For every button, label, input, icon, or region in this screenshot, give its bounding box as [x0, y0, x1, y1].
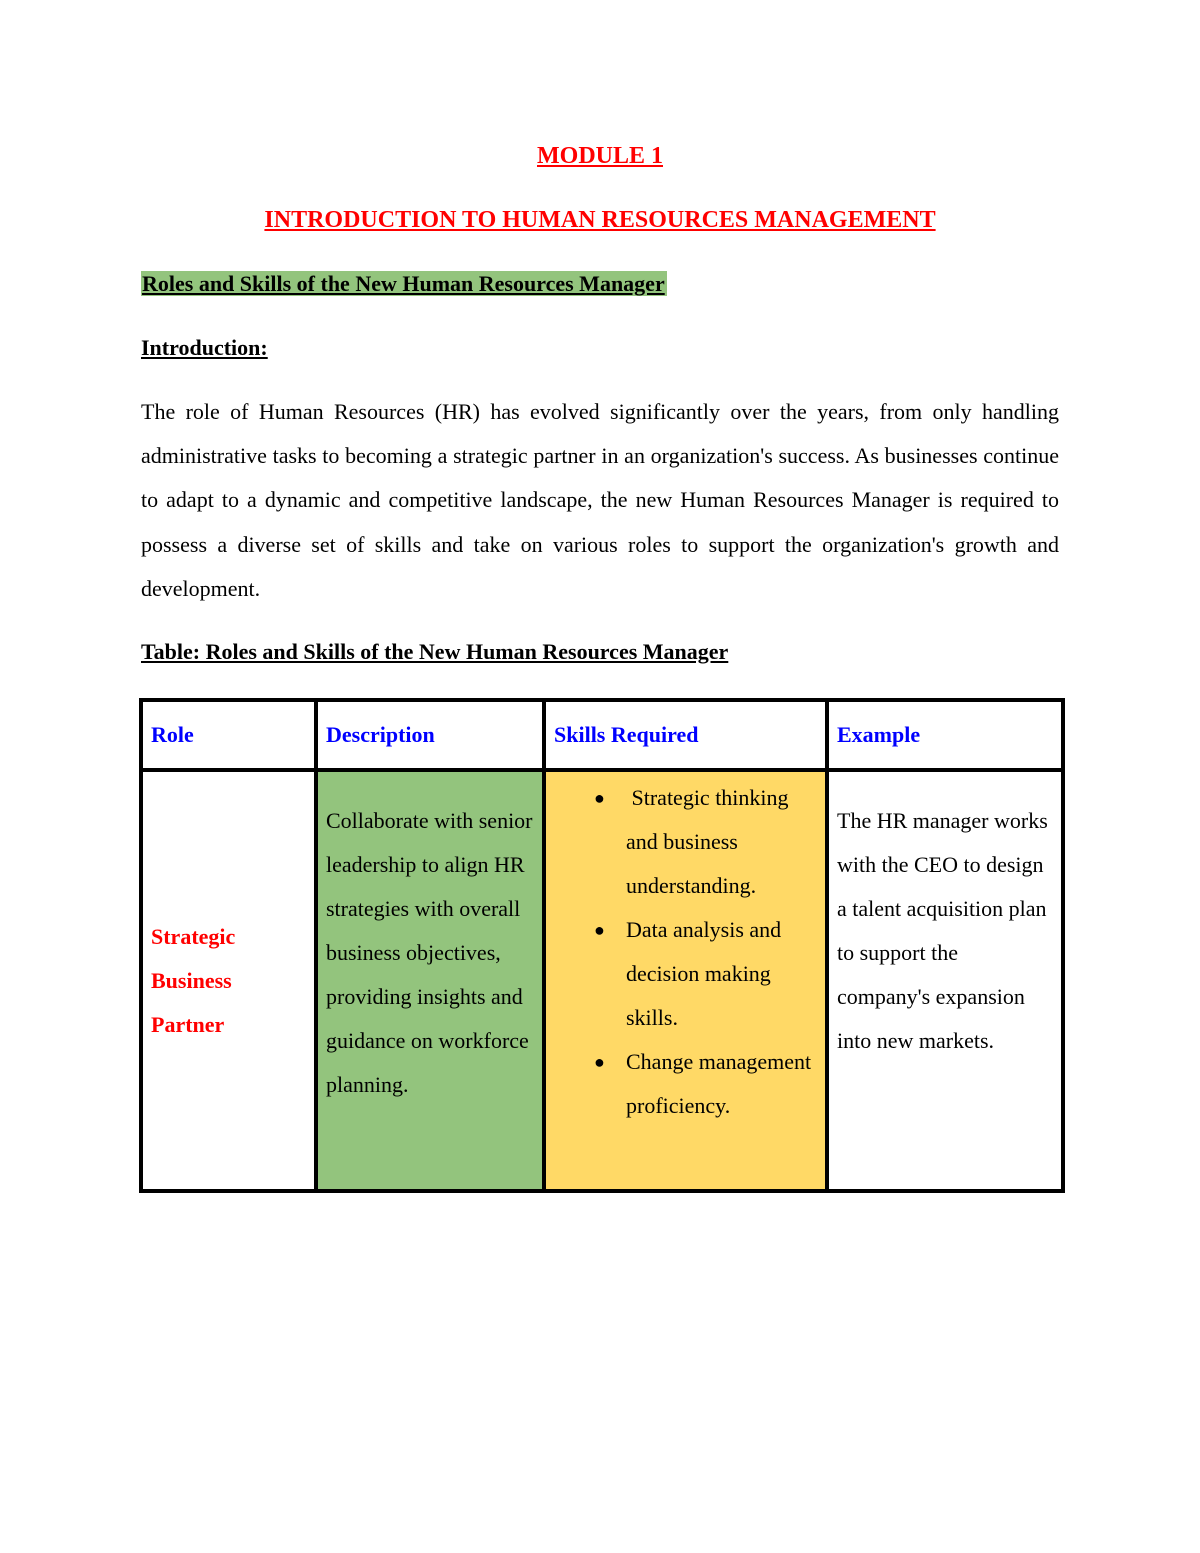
table-row: [141, 770, 1063, 1191]
example-cell: [827, 770, 1063, 1191]
skill-text: Data analysis and decision making skills.: [626, 917, 782, 1030]
intro-heading: Introduction:: [141, 335, 268, 360]
roles-skills-table: [139, 698, 1065, 1193]
role-cell: [141, 770, 316, 1191]
description-text: Collaborate with senior leadership to align HR strategies with overall business objectives, providing insights and guidance on workforce planning.: [326, 808, 533, 1097]
bullet-icon: ●: [594, 788, 605, 808]
skills-list: [550, 776, 821, 1128]
list-item: [550, 1040, 821, 1128]
skill-text: Strategic thinking and business understanding.: [626, 785, 795, 898]
section-heading-text: Roles and Skills of the New Human Resources Manager: [142, 271, 665, 296]
header-cell-example: [827, 700, 1063, 770]
header-example-label: Example: [837, 722, 921, 747]
intro-paragraph: The role of Human Resources (HR) has evolved significantly over the years, from only handling administrative tasks to becoming a strategic partner in an organization's success. As businesses continue to adapt to a dynamic and competitive landscape, the new Human Resources Manager is required to possess a diverse set of skills and take on various roles to support the organization's growth and development.: [141, 399, 1059, 601]
description-cell: [316, 770, 544, 1191]
skill-text: Change management proficiency.: [626, 1049, 812, 1118]
bullet-icon: ●: [594, 920, 605, 940]
header-role-label: Role: [151, 722, 194, 747]
example-text: The HR manager works with the CEO to design a talent acquisition plan to support the company's expansion into new markets.: [837, 808, 1048, 1053]
table-caption: Table: Roles and Skills of the New Human Resources Manager: [141, 639, 729, 664]
header-description-label: Description: [326, 722, 435, 747]
table-header-row: [141, 700, 1063, 770]
bullet-icon: ●: [594, 1052, 605, 1072]
skills-cell: [544, 770, 827, 1191]
list-item: [550, 776, 821, 908]
header-cell-description: [316, 700, 544, 770]
module-subtitle: INTRODUCTION TO HUMAN RESOURCES MANAGEMENT: [264, 207, 936, 233]
header-cell-skills: [544, 700, 827, 770]
section-heading: [141, 268, 667, 300]
module-title: MODULE 1: [537, 143, 663, 169]
role-text: Strategic Business Partner: [151, 923, 236, 1037]
list-item: [550, 908, 821, 1040]
header-skills-label: Skills Required: [554, 722, 699, 747]
header-cell-role: [141, 700, 316, 770]
